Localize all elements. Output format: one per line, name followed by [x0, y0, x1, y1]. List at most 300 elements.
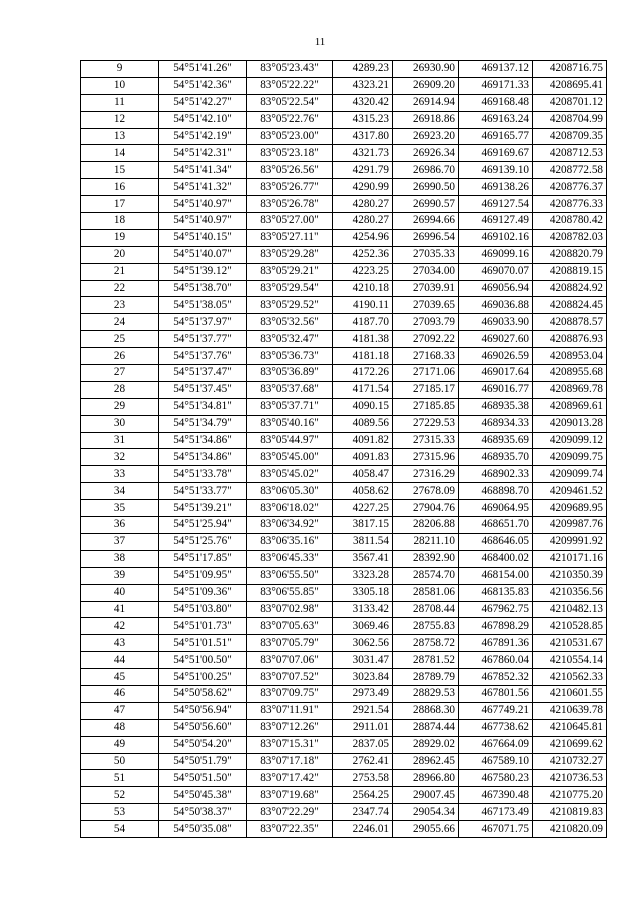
local-x-cell: 3817.15: [333, 517, 393, 534]
easting-cell: 469138.26: [459, 179, 533, 196]
local-y-cell: 28755.83: [393, 618, 459, 635]
northing-cell: 4209099.74: [533, 466, 607, 483]
local-x-cell: 4291.79: [333, 162, 393, 179]
latitude-cell: 54°51'38.70": [159, 280, 247, 297]
local-y-cell: 26994.66: [393, 213, 459, 230]
point-number-cell: 38: [81, 550, 159, 567]
northing-cell: 4209991.92: [533, 533, 607, 550]
northing-cell: 4210601.55: [533, 685, 607, 702]
point-number-cell: 31: [81, 432, 159, 449]
local-x-cell: 2762.41: [333, 753, 393, 770]
longitude-cell: 83°05'23.18": [247, 145, 333, 162]
point-number-cell: 26: [81, 348, 159, 365]
northing-cell: 4210820.09: [533, 821, 607, 838]
easting-cell: 467071.75: [459, 821, 533, 838]
table-row: [81, 517, 607, 534]
local-x-cell: 4058.62: [333, 483, 393, 500]
table-row: [81, 331, 607, 348]
table-row: [81, 719, 607, 736]
table-row: [81, 702, 607, 719]
local-x-cell: 4090.15: [333, 398, 393, 415]
latitude-cell: 54°51'09.95": [159, 567, 247, 584]
local-y-cell: 28392.90: [393, 550, 459, 567]
latitude-cell: 54°51'42.27": [159, 94, 247, 111]
point-number-cell: 53: [81, 804, 159, 821]
page-number: 11: [314, 36, 326, 48]
point-number-cell: 17: [81, 196, 159, 213]
latitude-cell: 54°51'41.32": [159, 179, 247, 196]
northing-cell: 4208776.37: [533, 179, 607, 196]
point-number-cell: 43: [81, 635, 159, 652]
longitude-cell: 83°05'26.56": [247, 162, 333, 179]
local-x-cell: 4181.18: [333, 348, 393, 365]
local-y-cell: 28966.80: [393, 770, 459, 787]
table-row: [81, 635, 607, 652]
local-y-cell: 29055.66: [393, 821, 459, 838]
local-x-cell: 3811.54: [333, 533, 393, 550]
table-row: [81, 213, 607, 230]
northing-cell: 4208704.99: [533, 111, 607, 128]
longitude-cell: 83°05'37.71": [247, 398, 333, 415]
local-x-cell: 4320.42: [333, 94, 393, 111]
point-number-cell: 12: [81, 111, 159, 128]
latitude-cell: 54°50'45.38": [159, 787, 247, 804]
local-x-cell: 2921.54: [333, 702, 393, 719]
northing-cell: 4208776.33: [533, 196, 607, 213]
local-x-cell: 4223.25: [333, 263, 393, 280]
point-number-cell: 36: [81, 517, 159, 534]
table-row: [81, 263, 607, 280]
longitude-cell: 83°07'02.98": [247, 601, 333, 618]
local-y-cell: 27168.33: [393, 348, 459, 365]
easting-cell: 469036.88: [459, 297, 533, 314]
longitude-cell: 83°07'17.18": [247, 753, 333, 770]
latitude-cell: 54°51'39.21": [159, 500, 247, 517]
local-x-cell: 2837.05: [333, 736, 393, 753]
local-x-cell: 4227.25: [333, 500, 393, 517]
table-row: [81, 128, 607, 145]
point-number-cell: 46: [81, 685, 159, 702]
point-number-cell: 37: [81, 533, 159, 550]
northing-cell: 4210562.33: [533, 669, 607, 686]
easting-cell: 469127.54: [459, 196, 533, 213]
point-number-cell: 16: [81, 179, 159, 196]
northing-cell: 4210482.13: [533, 601, 607, 618]
local-y-cell: 28781.52: [393, 652, 459, 669]
point-number-cell: 49: [81, 736, 159, 753]
easting-cell: 469139.10: [459, 162, 533, 179]
northing-cell: 4208955.68: [533, 365, 607, 382]
local-x-cell: 3133.42: [333, 601, 393, 618]
table-row: [81, 804, 607, 821]
table-row: [81, 601, 607, 618]
local-y-cell: 29007.45: [393, 787, 459, 804]
point-number-cell: 45: [81, 669, 159, 686]
point-number-cell: 9: [81, 61, 159, 78]
latitude-cell: 54°51'37.45": [159, 381, 247, 398]
local-y-cell: 27904.76: [393, 500, 459, 517]
local-y-cell: 27039.65: [393, 297, 459, 314]
local-y-cell: 26930.90: [393, 61, 459, 78]
latitude-cell: 54°50'54.20": [159, 736, 247, 753]
table-row: [81, 500, 607, 517]
local-y-cell: 28874.44: [393, 719, 459, 736]
point-number-cell: 21: [81, 263, 159, 280]
table-row: [81, 770, 607, 787]
latitude-cell: 54°50'38.37": [159, 804, 247, 821]
longitude-cell: 83°05'22.22": [247, 77, 333, 94]
longitude-cell: 83°07'22.35": [247, 821, 333, 838]
point-number-cell: 19: [81, 229, 159, 246]
northing-cell: 4208820.79: [533, 246, 607, 263]
longitude-cell: 83°05'23.43": [247, 61, 333, 78]
local-y-cell: 26909.20: [393, 77, 459, 94]
longitude-cell: 83°07'07.52": [247, 669, 333, 686]
table-row: [81, 77, 607, 94]
local-y-cell: 28789.79: [393, 669, 459, 686]
point-number-cell: 14: [81, 145, 159, 162]
local-y-cell: 28962.45: [393, 753, 459, 770]
point-number-cell: 30: [81, 415, 159, 432]
local-y-cell: 28868.30: [393, 702, 459, 719]
longitude-cell: 83°05'44.97": [247, 432, 333, 449]
point-number-cell: 42: [81, 618, 159, 635]
northing-cell: 4208969.61: [533, 398, 607, 415]
table-row: [81, 466, 607, 483]
point-number-cell: 25: [81, 331, 159, 348]
northing-cell: 4209689.95: [533, 500, 607, 517]
point-number-cell: 48: [81, 719, 159, 736]
longitude-cell: 83°07'22.29": [247, 804, 333, 821]
local-y-cell: 28206.88: [393, 517, 459, 534]
longitude-cell: 83°05'36.73": [247, 348, 333, 365]
easting-cell: 468935.69: [459, 432, 533, 449]
longitude-cell: 83°07'19.68": [247, 787, 333, 804]
table-row: [81, 753, 607, 770]
northing-cell: 4210699.62: [533, 736, 607, 753]
easting-cell: 468935.70: [459, 449, 533, 466]
northing-cell: 4208709.35: [533, 128, 607, 145]
local-x-cell: 3323.28: [333, 567, 393, 584]
latitude-cell: 54°51'34.79": [159, 415, 247, 432]
longitude-cell: 83°05'27.00": [247, 213, 333, 230]
point-number-cell: 20: [81, 246, 159, 263]
latitude-cell: 54°51'01.73": [159, 618, 247, 635]
local-x-cell: 4172.26: [333, 365, 393, 382]
northing-cell: 4208953.04: [533, 348, 607, 365]
point-number-cell: 13: [81, 128, 159, 145]
longitude-cell: 83°07'11.91": [247, 702, 333, 719]
local-y-cell: 27229.53: [393, 415, 459, 432]
latitude-cell: 54°51'41.34": [159, 162, 247, 179]
local-x-cell: 3305.18: [333, 584, 393, 601]
local-y-cell: 27185.85: [393, 398, 459, 415]
local-y-cell: 28708.44: [393, 601, 459, 618]
longitude-cell: 83°05'36.89": [247, 365, 333, 382]
coordinates-table: [80, 60, 607, 838]
local-x-cell: 4254.96: [333, 229, 393, 246]
latitude-cell: 54°51'40.07": [159, 246, 247, 263]
local-y-cell: 28574.70: [393, 567, 459, 584]
point-number-cell: 23: [81, 297, 159, 314]
table-row: [81, 584, 607, 601]
easting-cell: 467664.09: [459, 736, 533, 753]
local-y-cell: 28211.10: [393, 533, 459, 550]
local-x-cell: 4210.18: [333, 280, 393, 297]
latitude-cell: 54°50'51.50": [159, 770, 247, 787]
longitude-cell: 83°05'27.11": [247, 229, 333, 246]
point-number-cell: 22: [81, 280, 159, 297]
northing-cell: 4210639.78: [533, 702, 607, 719]
easting-cell: 469165.77: [459, 128, 533, 145]
table-row: [81, 669, 607, 686]
local-y-cell: 27315.33: [393, 432, 459, 449]
table-row: [81, 179, 607, 196]
table-row: [81, 94, 607, 111]
table-row: [81, 685, 607, 702]
easting-cell: 468902.33: [459, 466, 533, 483]
easting-cell: 469163.24: [459, 111, 533, 128]
longitude-cell: 83°05'29.28": [247, 246, 333, 263]
easting-cell: 469026.59: [459, 348, 533, 365]
table-row: [81, 229, 607, 246]
latitude-cell: 54°51'34.86": [159, 449, 247, 466]
table-row: [81, 618, 607, 635]
local-y-cell: 26996.54: [393, 229, 459, 246]
table-row: [81, 348, 607, 365]
table-row: [81, 111, 607, 128]
easting-cell: 468935.38: [459, 398, 533, 415]
point-number-cell: 10: [81, 77, 159, 94]
easting-cell: 469056.94: [459, 280, 533, 297]
local-x-cell: 4089.56: [333, 415, 393, 432]
easting-cell: 468646.05: [459, 533, 533, 550]
table-row: [81, 787, 607, 804]
local-y-cell: 27039.91: [393, 280, 459, 297]
table-row: [81, 432, 607, 449]
northing-cell: 4209987.76: [533, 517, 607, 534]
latitude-cell: 54°51'40.97": [159, 196, 247, 213]
northing-cell: 4209099.12: [533, 432, 607, 449]
table-row: [81, 821, 607, 838]
easting-cell: 467962.75: [459, 601, 533, 618]
local-y-cell: 27035.33: [393, 246, 459, 263]
easting-cell: 467860.04: [459, 652, 533, 669]
latitude-cell: 54°51'37.47": [159, 365, 247, 382]
latitude-cell: 54°51'33.78": [159, 466, 247, 483]
latitude-cell: 54°51'42.31": [159, 145, 247, 162]
northing-cell: 4208819.15: [533, 263, 607, 280]
northing-cell: 4210732.27: [533, 753, 607, 770]
table-row: [81, 533, 607, 550]
latitude-cell: 54°50'56.94": [159, 702, 247, 719]
easting-cell: 468934.33: [459, 415, 533, 432]
point-number-cell: 11: [81, 94, 159, 111]
longitude-cell: 83°06'34.92": [247, 517, 333, 534]
easting-cell: 468651.70: [459, 517, 533, 534]
latitude-cell: 54°50'58.62": [159, 685, 247, 702]
point-number-cell: 27: [81, 365, 159, 382]
longitude-cell: 83°05'29.54": [247, 280, 333, 297]
local-y-cell: 29054.34: [393, 804, 459, 821]
local-y-cell: 27315.96: [393, 449, 459, 466]
northing-cell: 4210736.53: [533, 770, 607, 787]
local-y-cell: 27171.06: [393, 365, 459, 382]
point-number-cell: 18: [81, 213, 159, 230]
latitude-cell: 54°51'00.25": [159, 669, 247, 686]
northing-cell: 4208969.78: [533, 381, 607, 398]
easting-cell: 469064.95: [459, 500, 533, 517]
northing-cell: 4210531.67: [533, 635, 607, 652]
longitude-cell: 83°06'55.85": [247, 584, 333, 601]
northing-cell: 4210645.81: [533, 719, 607, 736]
point-number-cell: 33: [81, 466, 159, 483]
local-x-cell: 3062.56: [333, 635, 393, 652]
easting-cell: 468154.00: [459, 567, 533, 584]
northing-cell: 4208780.42: [533, 213, 607, 230]
longitude-cell: 83°07'15.31": [247, 736, 333, 753]
local-x-cell: 4190.11: [333, 297, 393, 314]
table-row: [81, 196, 607, 213]
local-x-cell: 4321.73: [333, 145, 393, 162]
local-x-cell: 4171.54: [333, 381, 393, 398]
easting-cell: 467173.49: [459, 804, 533, 821]
northing-cell: 4208878.57: [533, 314, 607, 331]
easting-cell: 467749.21: [459, 702, 533, 719]
longitude-cell: 83°07'05.63": [247, 618, 333, 635]
easting-cell: 469017.64: [459, 365, 533, 382]
northing-cell: 4210356.56: [533, 584, 607, 601]
northing-cell: 4210171.16: [533, 550, 607, 567]
longitude-cell: 83°07'05.79": [247, 635, 333, 652]
local-x-cell: 2564.25: [333, 787, 393, 804]
easting-cell: 468400.02: [459, 550, 533, 567]
easting-cell: 467738.62: [459, 719, 533, 736]
local-y-cell: 28929.02: [393, 736, 459, 753]
local-y-cell: 27093.79: [393, 314, 459, 331]
longitude-cell: 83°06'45.33": [247, 550, 333, 567]
table-row: [81, 314, 607, 331]
latitude-cell: 54°51'01.51": [159, 635, 247, 652]
point-number-cell: 15: [81, 162, 159, 179]
local-y-cell: 28829.53: [393, 685, 459, 702]
table-row: [81, 162, 607, 179]
longitude-cell: 83°06'18.02": [247, 500, 333, 517]
local-x-cell: 4317.80: [333, 128, 393, 145]
local-x-cell: 4289.23: [333, 61, 393, 78]
local-x-cell: 4058.47: [333, 466, 393, 483]
table-row: [81, 297, 607, 314]
northing-cell: 4210350.39: [533, 567, 607, 584]
longitude-cell: 83°05'37.68": [247, 381, 333, 398]
easting-cell: 469171.33: [459, 77, 533, 94]
latitude-cell: 54°50'51.79": [159, 753, 247, 770]
local-x-cell: 3031.47: [333, 652, 393, 669]
easting-cell: 469016.77: [459, 381, 533, 398]
longitude-cell: 83°05'23.00": [247, 128, 333, 145]
local-y-cell: 28581.06: [393, 584, 459, 601]
local-x-cell: 2973.49: [333, 685, 393, 702]
easting-cell: 469099.16: [459, 246, 533, 263]
table-row: [81, 736, 607, 753]
local-x-cell: 3567.41: [333, 550, 393, 567]
latitude-cell: 54°51'37.76": [159, 348, 247, 365]
latitude-cell: 54°51'00.50": [159, 652, 247, 669]
local-y-cell: 27034.00: [393, 263, 459, 280]
table-row: [81, 365, 607, 382]
longitude-cell: 83°06'35.16": [247, 533, 333, 550]
easting-cell: 467589.10: [459, 753, 533, 770]
longitude-cell: 83°05'40.16": [247, 415, 333, 432]
easting-cell: 469169.67: [459, 145, 533, 162]
longitude-cell: 83°07'12.26": [247, 719, 333, 736]
point-number-cell: 50: [81, 753, 159, 770]
local-x-cell: 4323.21: [333, 77, 393, 94]
local-y-cell: 26918.86: [393, 111, 459, 128]
local-x-cell: 4280.27: [333, 213, 393, 230]
table-row: [81, 550, 607, 567]
latitude-cell: 54°50'35.08": [159, 821, 247, 838]
northing-cell: 4208695.41: [533, 77, 607, 94]
local-x-cell: 3023.84: [333, 669, 393, 686]
local-y-cell: 27092.22: [393, 331, 459, 348]
point-number-cell: 40: [81, 584, 159, 601]
longitude-cell: 83°05'26.77": [247, 179, 333, 196]
longitude-cell: 83°05'22.54": [247, 94, 333, 111]
northing-cell: 4208716.75: [533, 61, 607, 78]
northing-cell: 4208824.45: [533, 297, 607, 314]
longitude-cell: 83°05'32.47": [247, 331, 333, 348]
easting-cell: 469027.60: [459, 331, 533, 348]
local-x-cell: 4252.36: [333, 246, 393, 263]
easting-cell: 469137.12: [459, 61, 533, 78]
point-number-cell: 51: [81, 770, 159, 787]
latitude-cell: 54°51'25.94": [159, 517, 247, 534]
latitude-cell: 54°51'38.05": [159, 297, 247, 314]
latitude-cell: 54°51'42.36": [159, 77, 247, 94]
latitude-cell: 54°51'42.10": [159, 111, 247, 128]
point-number-cell: 32: [81, 449, 159, 466]
local-y-cell: 26926.34: [393, 145, 459, 162]
table-row: [81, 246, 607, 263]
point-number-cell: 39: [81, 567, 159, 584]
latitude-cell: 54°51'17.85": [159, 550, 247, 567]
point-number-cell: 41: [81, 601, 159, 618]
table-row: [81, 483, 607, 500]
longitude-cell: 83°07'17.42": [247, 770, 333, 787]
table-row: [81, 145, 607, 162]
northing-cell: 4208824.92: [533, 280, 607, 297]
table-body: [81, 61, 607, 838]
table-row: [81, 415, 607, 432]
longitude-cell: 83°06'05.30": [247, 483, 333, 500]
longitude-cell: 83°05'29.52": [247, 297, 333, 314]
latitude-cell: 54°51'40.15": [159, 229, 247, 246]
local-y-cell: 27185.17: [393, 381, 459, 398]
northing-cell: 4208782.03: [533, 229, 607, 246]
latitude-cell: 54°51'41.26": [159, 61, 247, 78]
table-row: [81, 381, 607, 398]
northing-cell: 4210819.83: [533, 804, 607, 821]
northing-cell: 4209099.75: [533, 449, 607, 466]
longitude-cell: 83°07'09.75": [247, 685, 333, 702]
latitude-cell: 54°51'42.19": [159, 128, 247, 145]
table-row: [81, 652, 607, 669]
point-number-cell: 24: [81, 314, 159, 331]
northing-cell: 4209461.52: [533, 483, 607, 500]
easting-cell: 467891.36: [459, 635, 533, 652]
point-number-cell: 52: [81, 787, 159, 804]
